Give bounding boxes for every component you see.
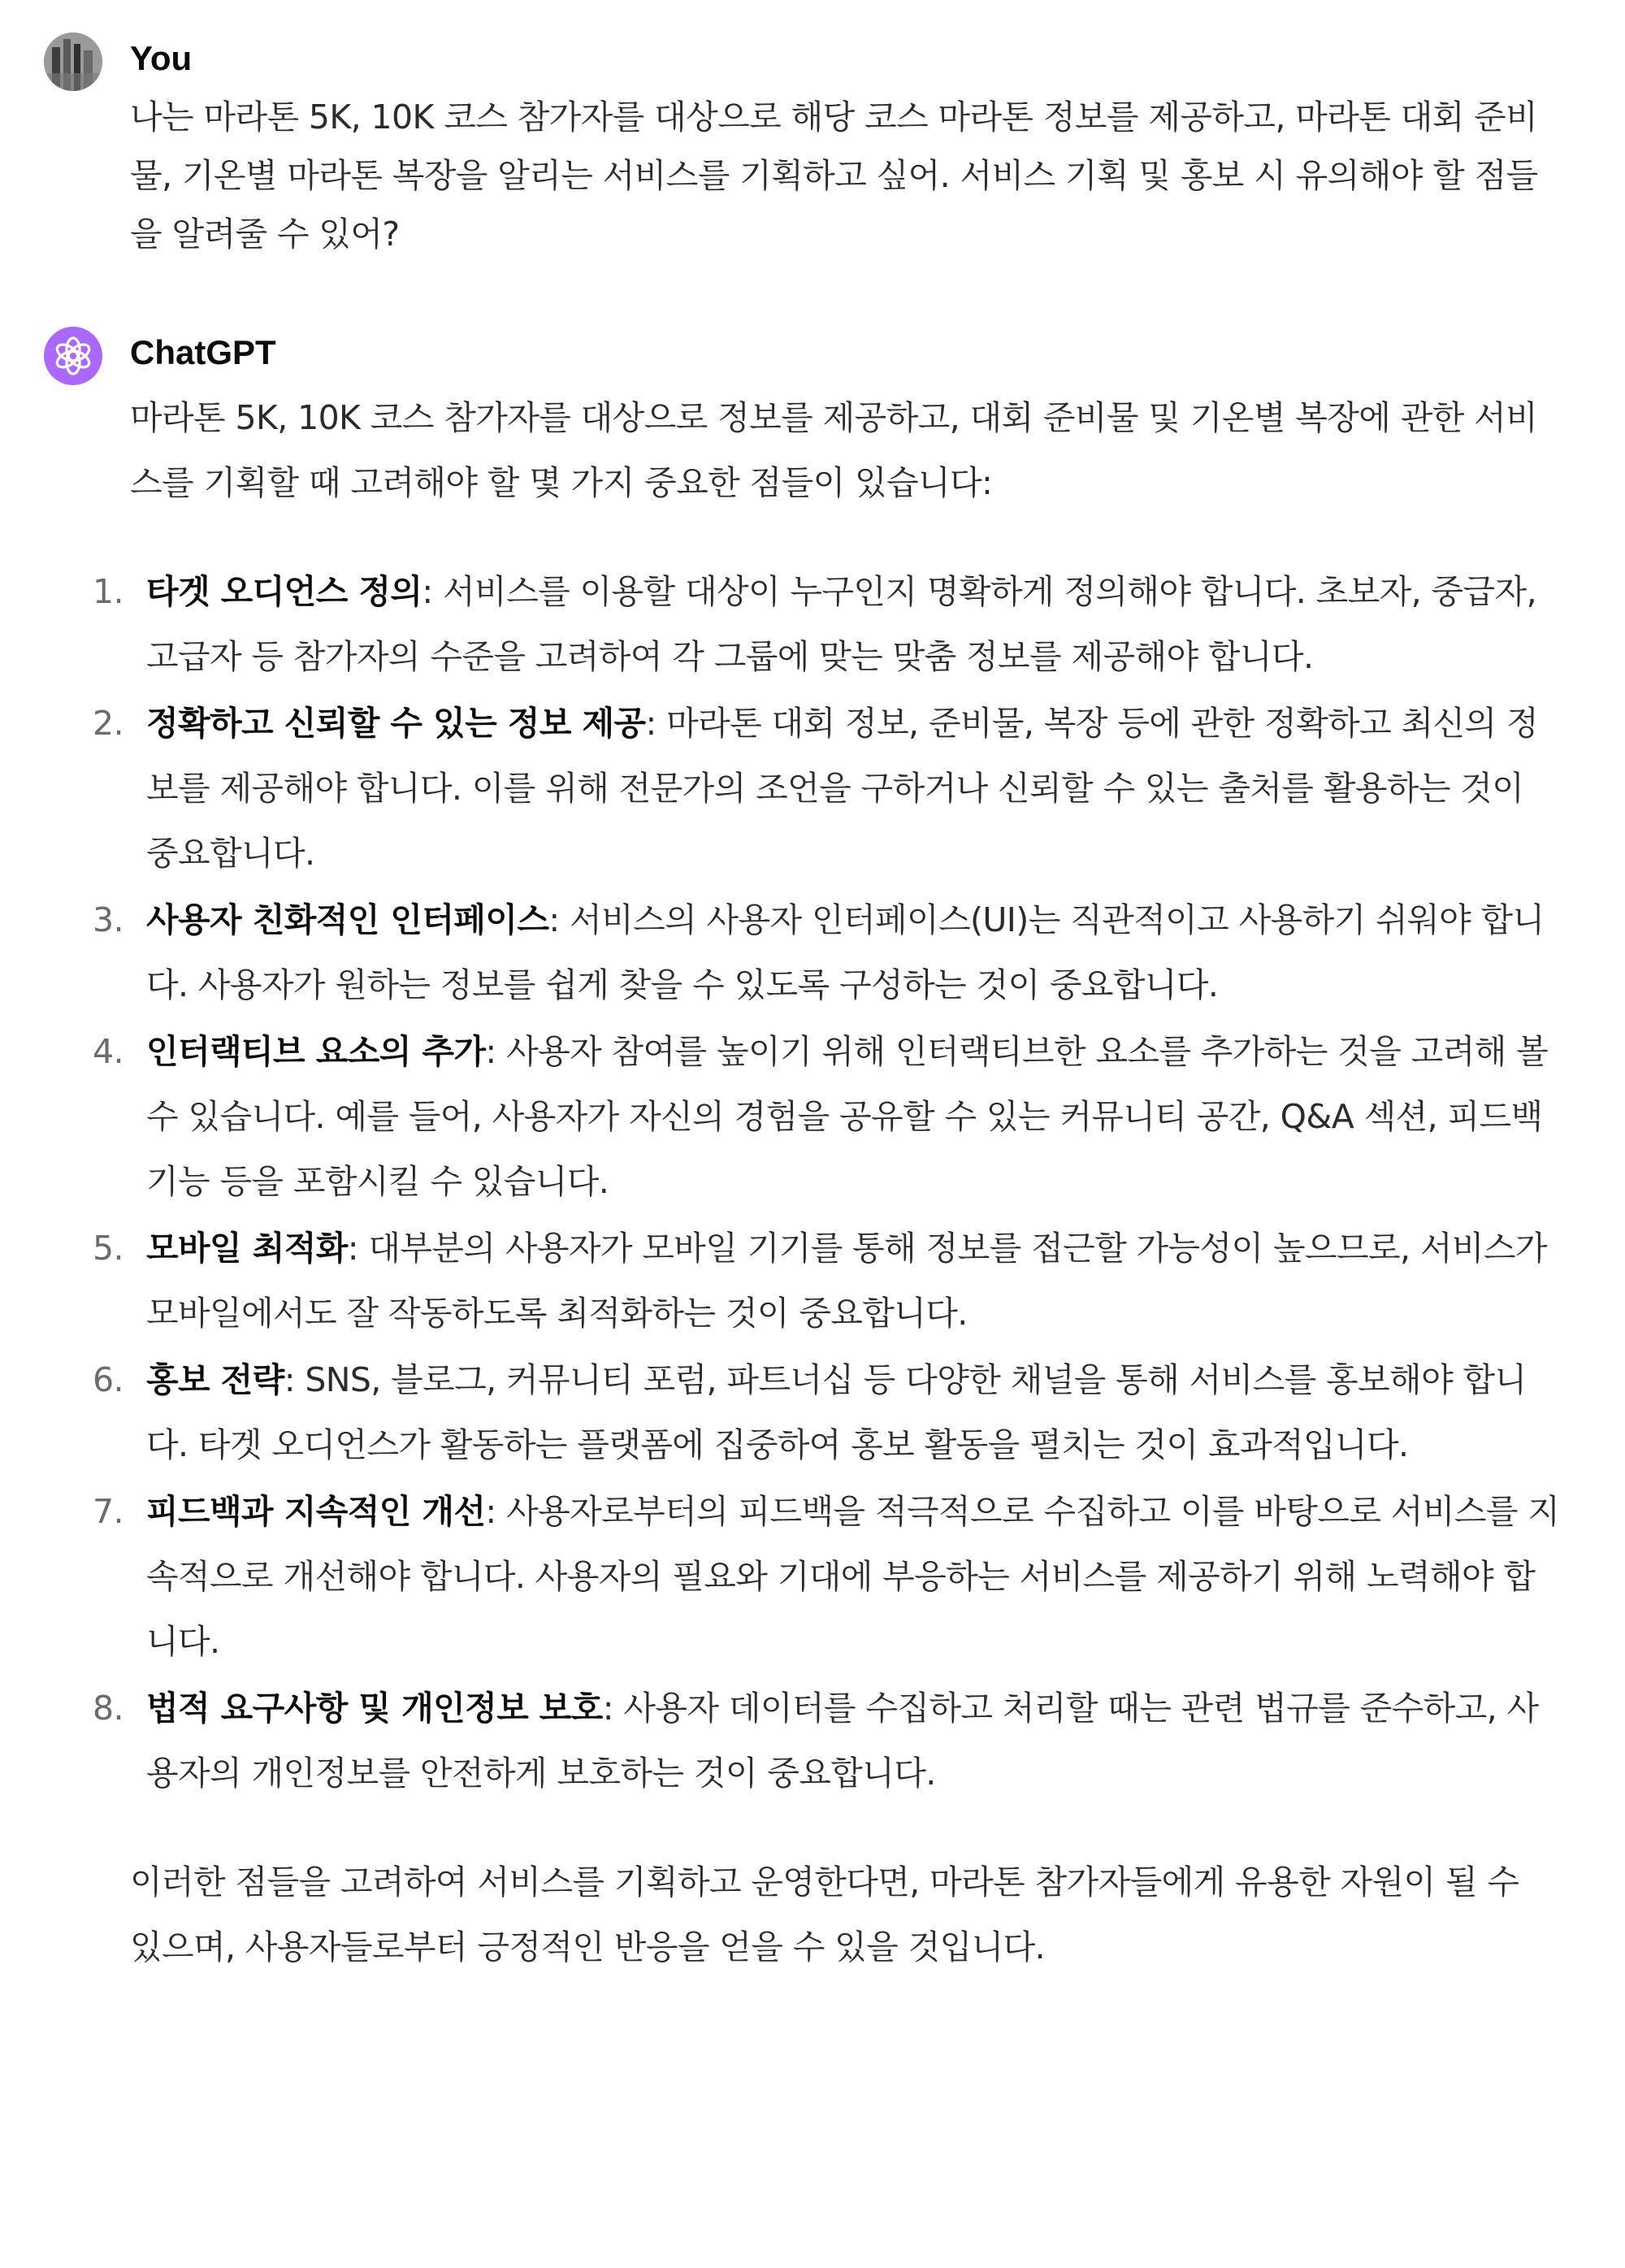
list-item-heading: 홍보 전략 xyxy=(146,1360,284,1399)
user-photo-avatar-icon xyxy=(44,33,102,91)
list-item xyxy=(93,559,1560,689)
list-item-number: 6. xyxy=(93,1360,124,1399)
list-item xyxy=(93,1479,1560,1674)
list-item-text: : 마라톤 대회 정보, 준비물, 복장 등에 관한 정확하고 최신의 정보를 제공해야 합니다. 이를 위해 전문가의 조언을 구하거나 신뢰할 수 있는 출처를 활용하는 것이 중요합니다. xyxy=(146,704,1539,873)
list-item-heading: 피드백과 지속적인 개선 xyxy=(146,1492,486,1531)
list-item-number: 7. xyxy=(93,1492,124,1531)
list-item-heading: 타겟 오디언스 정의 xyxy=(146,572,422,611)
assistant-points-list xyxy=(93,559,1560,1806)
list-item-text: : 서비스를 이용할 대상이 누구인지 명확하게 정의해야 합니다. 초보자, 중급자, 고급자 등 참가자의 수준을 고려하여 각 그룹에 맞는 맞춤 정보를 제공해야 합니다. xyxy=(146,572,1536,676)
list-item-heading: 법적 요구사항 및 개인정보 보호 xyxy=(146,1689,603,1728)
assistant-message xyxy=(93,385,1560,1980)
assistant-outro: 이러한 점들을 고려하여 서비스를 기획하고 운영한다면, 마라톤 참가자들에게 유용한 자원이 될 수 있으며, 사용자들로부터 긍정적인 반응을 얻을 수 있을 것입니다. xyxy=(130,1863,1519,1967)
list-item-number: 4. xyxy=(93,1032,124,1071)
assistant-avatar xyxy=(44,327,102,385)
assistant-intro: 마라톤 5K, 10K 코스 참가자를 대상으로 정보를 제공하고, 대회 준비물 및 기온별 복장에 관한 서비스를 기획할 때 고려해야 할 몇 가지 중요한 점들이 있습니다: xyxy=(130,398,1538,502)
list-item xyxy=(93,691,1560,886)
list-item-text: : 사용자 참여를 높이기 위해 인터랙티브한 요소를 추가하는 것을 고려해 볼 수 있습니다. 예를 들어, 사용자가 자신의 경험을 공유할 수 있는 커뮤니티 공간, Q&A 섹션, 피드백 기능 등을 포함시킬 수 있습니다. xyxy=(146,1032,1549,1201)
list-item-heading: 인터랙티브 요소의 추가 xyxy=(146,1032,486,1071)
openai-logo-icon xyxy=(44,327,102,385)
list-item-text: : 사용자로부터의 피드백을 적극적으로 수집하고 이를 바탕으로 서비스를 지속적으로 개선해야 합니다. 사용자의 필요와 기대에 부응하는 서비스를 제공하기 위해 노력해야 합니다. xyxy=(146,1492,1560,1661)
list-item-text: : 대부분의 사용자가 모바일 기기를 통해 정보를 접근할 가능성이 높으므로, 서비스가 모바일에서도 잘 작동하도록 최적화하는 것이 중요합니다. xyxy=(146,1229,1547,1333)
assistant-author-label: ChatGPT xyxy=(130,333,276,371)
list-item-heading: 모바일 최적화 xyxy=(146,1229,348,1268)
list-item xyxy=(93,1347,1560,1477)
list-item-number: 8. xyxy=(93,1689,124,1728)
list-item xyxy=(93,1019,1560,1214)
user-author-label: You xyxy=(130,39,193,77)
list-item-text: : 사용자 데이터를 수집하고 처리할 때는 관련 법규를 준수하고, 사용자의 개인정보를 안전하게 보호하는 것이 중요합니다. xyxy=(146,1689,1539,1793)
list-item-number: 1. xyxy=(93,572,124,611)
list-item xyxy=(93,1676,1560,1806)
list-item xyxy=(93,887,1560,1017)
list-item-number: 3. xyxy=(93,900,124,939)
list-item xyxy=(93,1216,1560,1346)
list-item-heading: 정확하고 신뢰할 수 있는 정보 제공 xyxy=(146,704,646,743)
list-item-heading: 사용자 친화적인 인터페이스 xyxy=(146,900,549,939)
user-avatar xyxy=(44,33,102,91)
list-item-text: : SNS, 블로그, 커뮤니티 포럼, 파트너십 등 다양한 채널을 통해 서비스를 홍보해야 합니다. 타겟 오디언스가 활동하는 플랫폼에 집중하여 홍보 활동을 펼치는 것이 효과적입니다. xyxy=(146,1360,1527,1464)
user-message: 나는 마라톤 5K, 10K 코스 참가자를 대상으로 해당 코스 마라톤 정보를 제공하고, 마라톤 대회 준비물, 기온별 마라톤 복장을 알리는 서비스를 기획하고 싶어. 서비스 기획 및 홍보 시 유의해야 할 점들을 알려줄 수 있어? xyxy=(130,98,1538,254)
list-item-number: 5. xyxy=(93,1229,124,1268)
list-item-number: 2. xyxy=(93,704,124,743)
list-item-text: : 서비스의 사용자 인터페이스(UI)는 직관적이고 사용하기 쉬워야 합니다. 사용자가 원하는 정보를 쉽게 찾을 수 있도록 구성하는 것이 중요합니다. xyxy=(146,900,1545,1004)
